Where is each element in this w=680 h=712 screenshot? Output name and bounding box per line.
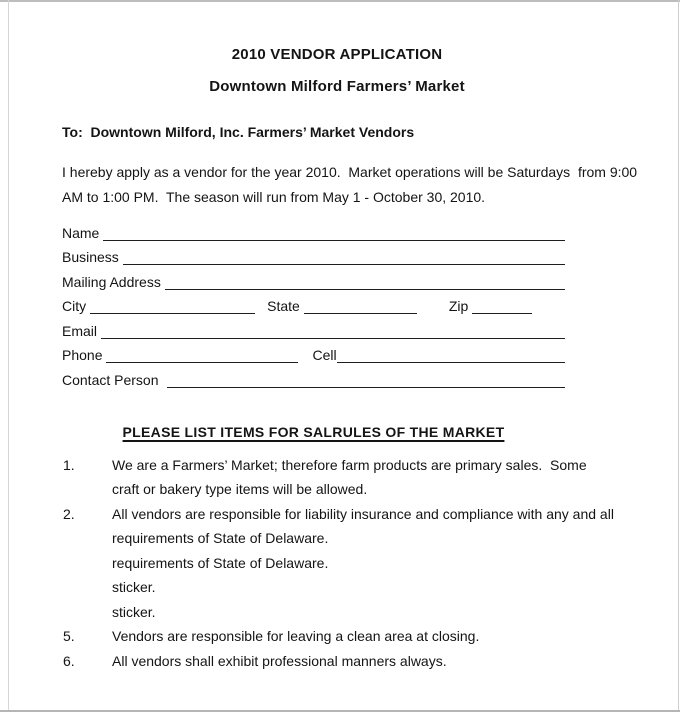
rule-item-5-line: Vendors are responsible for leaving a clean area at closing.: [112, 628, 480, 644]
rule-item-orphan-1: [62, 551, 612, 576]
business-field-line: [123, 264, 565, 265]
form-row-business: [62, 244, 565, 269]
rule-item-2-line-2: requirements of State of Delaware.: [112, 530, 329, 546]
document-subtitle: Downtown Milford Farmers’ Market: [209, 78, 465, 95]
intro-line-2: AM to 1:00 PM. The season will run from May 1 - October 30, 2010.: [62, 189, 486, 205]
rule-item-2: [62, 502, 612, 551]
rule-item-1-number: 1.: [63, 456, 75, 473]
zip-field-label: Zip: [448, 298, 469, 314]
page-border-right: [678, 0, 679, 712]
rule-item-orphan-3-line: sticker.: [112, 603, 156, 620]
document-title: 2010 VENDOR APPLICATION: [231, 46, 443, 63]
name-field-label: Name: [62, 224, 100, 241]
rules-heading: PLEASE LIST ITEMS FOR SALRULES OF THE MARKET: [122, 423, 505, 440]
name-field-line: [103, 240, 565, 241]
addressee-line: To: Downtown Milford, Inc. Farmers’ Market Vendors: [62, 124, 415, 140]
form-row-name: [62, 219, 565, 244]
mailing-address-field-line: [165, 289, 565, 290]
city-field-line: [90, 313, 255, 314]
rule-item-orphan-2-text: [112, 575, 156, 600]
rule-item-1-text: [112, 453, 587, 502]
form-row-mailing-address: [62, 268, 565, 293]
rule-item-2-line-1: All vendors are responsible for liability insurance and compliance with any and all: [112, 505, 614, 522]
document-content: [62, 0, 638, 673]
page-border-left: [8, 0, 9, 712]
rule-item-orphan-3-number: [62, 600, 112, 625]
rule-item-6-number: 6.: [63, 652, 75, 669]
rule-item-2-text: [112, 502, 614, 551]
form-row-email: [62, 317, 565, 342]
rule-item-5-number: 5.: [63, 628, 75, 644]
form-row-city-state-zip: [62, 293, 565, 318]
rule-item-5-text: [112, 624, 479, 649]
rule-item-1-line-2: craft or bakery type items will be allowed.: [112, 481, 368, 497]
intro-paragraph: [62, 160, 638, 210]
rule-item-5: [62, 624, 612, 649]
phone-field-label: Phone: [62, 347, 103, 363]
rule-item-orphan-3-text: [112, 600, 156, 625]
rules-list: [62, 453, 612, 674]
state-field-label: State: [267, 298, 300, 314]
email-field-line: [101, 338, 565, 339]
vendor-form: [62, 219, 565, 391]
form-row-contact-person: [62, 366, 565, 391]
state-field-line: [304, 313, 417, 314]
city-field-label: City: [62, 298, 87, 314]
rule-item-orphan-2: [62, 575, 612, 600]
business-field-label: Business: [62, 249, 119, 265]
rule-item-1: [62, 453, 612, 502]
zip-field-line: [472, 313, 532, 314]
contact-person-field-label: Contact Person: [62, 371, 159, 388]
rule-item-orphan-1-line: requirements of State of Delaware.: [112, 554, 329, 571]
rule-item-orphan-3: [62, 600, 612, 625]
rule-item-orphan-2-number: [62, 575, 112, 600]
phone-field-line: [106, 362, 298, 363]
rule-item-2-number: 2.: [63, 505, 75, 522]
contact-person-field-line: [167, 387, 566, 388]
rules-heading-wrap: [62, 423, 565, 442]
intro-line-1: I hereby apply as a vendor for the year 2010. Market operations will be Saturdays from 9:00: [62, 164, 638, 180]
mailing-address-field-label: Mailing Address: [62, 273, 161, 290]
rule-item-6-line: All vendors shall exhibit professional manners always.: [112, 652, 447, 669]
rule-item-orphan-1-text: [112, 551, 328, 576]
cell-field-line: [337, 362, 565, 363]
rule-item-6: [62, 649, 612, 674]
form-row-phone-cell: [62, 342, 565, 367]
email-field-label: Email: [62, 322, 98, 339]
rule-item-1-line-1: We are a Farmers’ Market; therefore farm products are primary sales. Some: [112, 456, 587, 473]
rule-item-6-text: [112, 649, 447, 674]
rule-item-orphan-2-line: sticker.: [112, 579, 156, 595]
rule-item-orphan-1-number: [62, 551, 112, 576]
cell-field-label: Cell: [312, 347, 337, 363]
